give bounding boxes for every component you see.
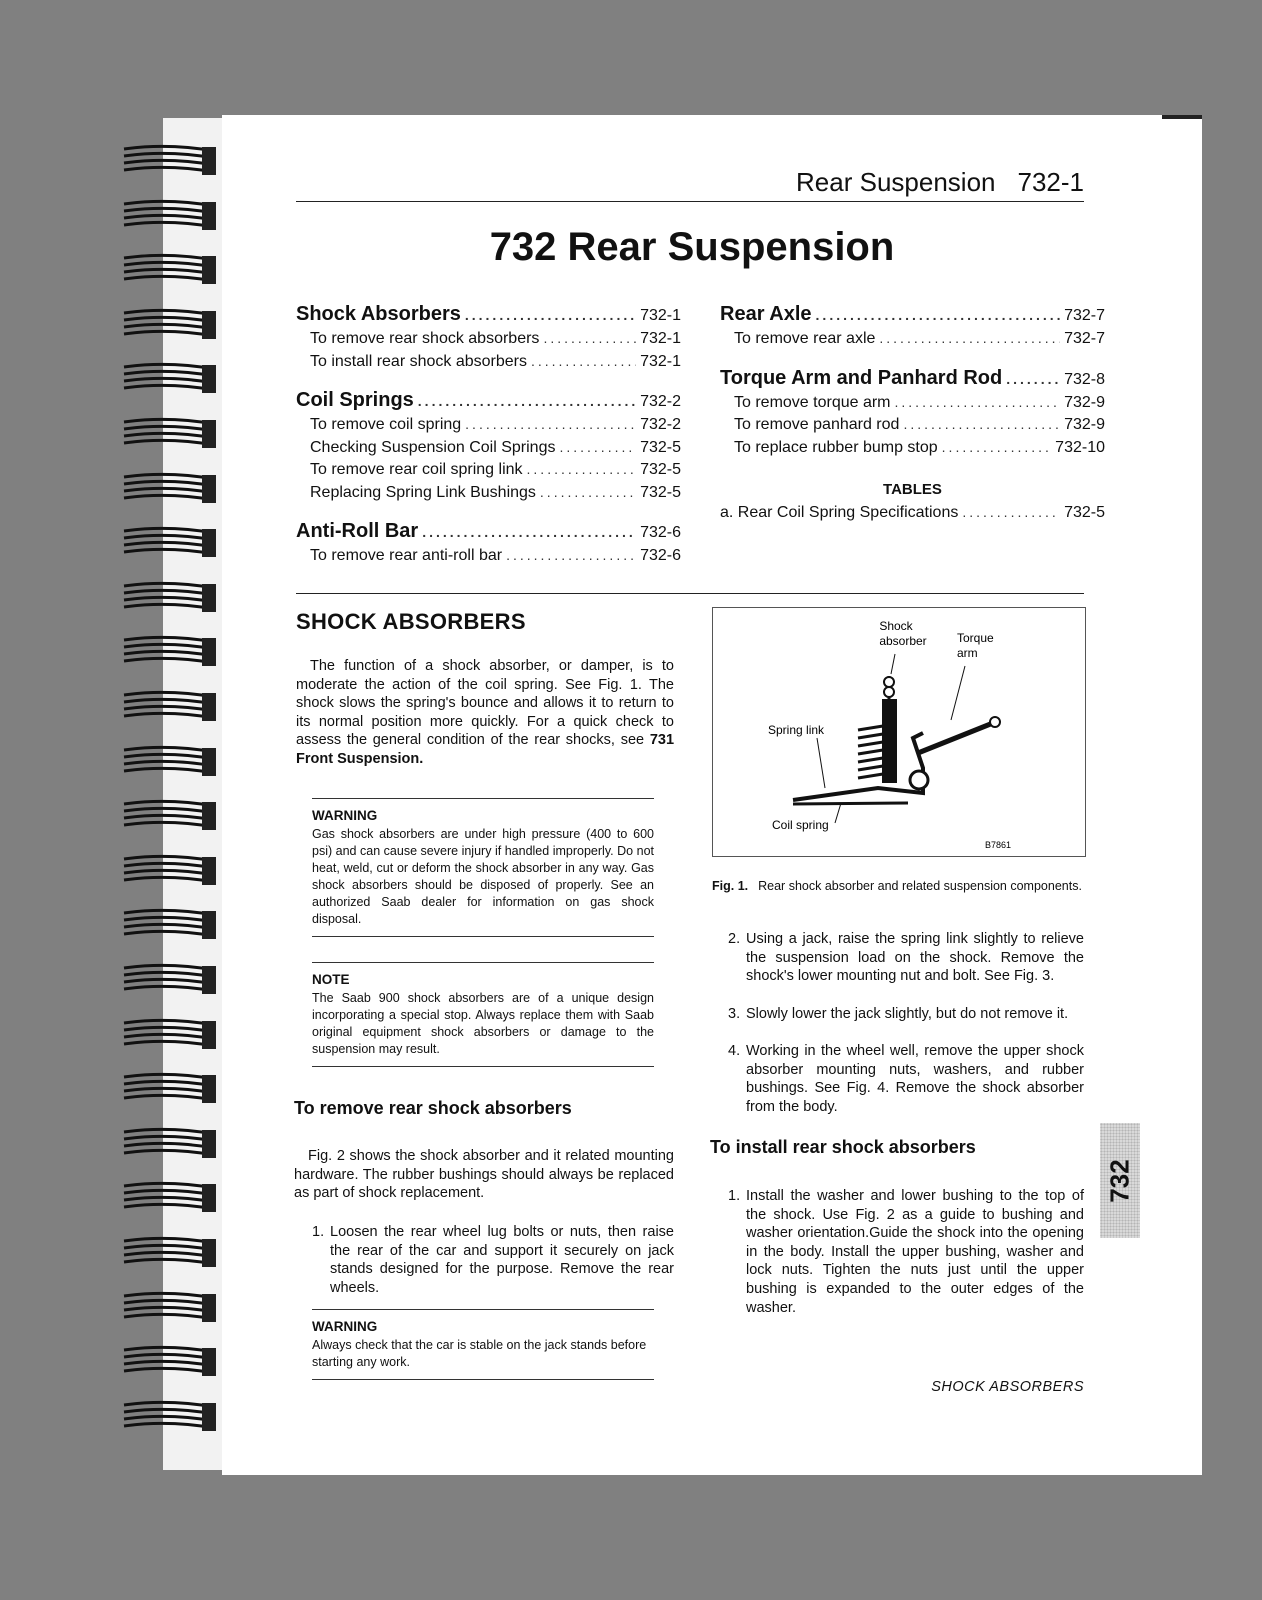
step-item: 2. Using a jack, raise the spring link slightly to relieve the suspension load on the shock. Remove the shock's lower mounting nut and bolt. See Fig. 3. (728, 931, 1084, 985)
binding-coil (118, 1399, 222, 1433)
toc-entry[interactable]: Anti-Roll Bar ..... 732-6 (296, 520, 681, 547)
toc-entry[interactable]: To remove rear anti-roll bar ..... 732-6 (296, 547, 681, 570)
section-title: SHOCK ABSORBERS (296, 609, 526, 634)
binding-coil (118, 634, 222, 668)
binding-coil (118, 1126, 222, 1160)
toc-entry[interactable]: Torque Arm and Panhard Rod ..... 732-8 (720, 367, 1105, 394)
torque-arm (918, 723, 993, 753)
toc-entry[interactable]: Coil Springs ..... 732-2 (296, 389, 681, 416)
chapter-thumb-tab[interactable]: 732 (1100, 1123, 1140, 1238)
step-item: 1. Install the washer and lower bushing to the top of the shock. Use Fig. 2 as a guide to bushing and washer orientation.Guide the shock into the opening in the body. Install the upper bushing, washer and lock nuts. Tighten the nuts just until the upper bushing is expanded to the outer edges of the washer. (728, 1188, 1084, 1316)
install-heading: To install rear shock absorbers (710, 1137, 976, 1157)
link-pivot (910, 771, 928, 789)
binding-coil (118, 798, 222, 832)
chapter-title: 732 Rear Suspension (489, 225, 895, 269)
step-item: 1. Loosen the rear wheel lug bolts or nuts, then raise the rear of the car and support it securely on jack stands designed for the purpose. Remove the rear wheels. (312, 1224, 674, 1296)
running-header (296, 167, 1084, 202)
binding-coil (118, 1344, 222, 1378)
label-shock: Shock absorber (879, 619, 927, 648)
toc-entry[interactable]: Checking Suspension Coil Springs ..... 732-5 (296, 439, 681, 462)
binding-coil (118, 471, 222, 505)
cross-reference-link[interactable]: 731 Front Suspension. (296, 732, 675, 767)
toc-right-column (720, 303, 1105, 527)
warning-box (312, 798, 654, 937)
binding-coil (118, 1071, 222, 1105)
intro-paragraph: The function of a shock absorber, or damper, is to moderate the action of the coil spring. See Fig. 1. The shock slows the spring's bounce and allows it to return to its normal position more quickly. For a quick check to assess the general condition of the rear shocks, see 731 Front Suspension. (296, 658, 675, 767)
torque-arm-bushing (990, 717, 1000, 727)
binding-coil (118, 1290, 222, 1324)
binding-coil (118, 1235, 222, 1269)
warning-title: WARNING (312, 1319, 378, 1334)
divider-rule (296, 593, 1084, 594)
binding-coil (118, 853, 222, 887)
label-torque: Torque arm (957, 631, 994, 660)
toc-entry[interactable]: To replace rubber bump stop ..... 732-10 (720, 439, 1105, 462)
binding-coil (118, 580, 222, 614)
note-title: NOTE (312, 972, 350, 987)
toc-entry[interactable]: Replacing Spring Link Bushings ..... 732-5 (296, 484, 681, 507)
footer-section-name: SHOCK ABSORBERS (931, 1379, 1084, 1395)
header-page-number: 732-1 (1017, 167, 1084, 197)
toc-entry[interactable]: To install rear shock absorbers ..... 732-1 (296, 353, 681, 376)
label-coil: Coil spring (772, 818, 829, 832)
coil-spring-shape (858, 726, 883, 778)
binding-coil (118, 962, 222, 996)
page-corner-mark (1162, 115, 1202, 119)
header-title: Rear Suspension (796, 167, 996, 197)
label-spring-link: Spring link (768, 723, 825, 737)
binding-coil (118, 907, 222, 941)
toc-entry[interactable]: To remove rear coil spring link ..... 732-5 (296, 461, 681, 484)
warning-text: Gas shock absorbers are under high pressure (400 to 600 psi) and can cause severe injury if handled improperly. Do not heat, weld, cut or deform the shock absorber in any way. Gas shock absorbers should be disposed of properly. See an authorized Saab dealer for information on gas shock disposal. (312, 827, 654, 926)
tables-heading: TABLES (883, 481, 942, 498)
remove-heading: To remove rear shock absorbers (294, 1098, 572, 1118)
binding-coil (118, 689, 222, 723)
step-item: 4. Working in the wheel well, remove the upper shock absorber mounting nuts, washers, and rubber bushings. See Fig. 4. Remove the shock absorber from the body. (728, 1043, 1084, 1115)
binding-coil (118, 361, 222, 395)
warning-text: Always check that the car is stable on the jack stands before starting any work. (312, 1338, 647, 1369)
remove-intro: Fig. 2 shows the shock absorber and it related mounting hardware. The rubber bushings should always be replaced as part of shock replacement. (294, 1148, 674, 1202)
toc-entry[interactable]: To remove coil spring ..... 732-2 (296, 416, 681, 439)
suspension-diagram (713, 608, 1085, 856)
toc-entry[interactable]: To remove panhard rod ..... 732-9 (720, 416, 1105, 439)
step-item: 3. Slowly lower the jack slightly, but do not remove it. (728, 1006, 1069, 1022)
label-code: B7861 (985, 840, 1012, 850)
binding-coil (118, 1017, 222, 1051)
toc-entry[interactable]: Shock Absorbers ..... 732-1 (296, 303, 681, 330)
binding-coil (118, 307, 222, 341)
warning-title: WARNING (312, 808, 378, 823)
toc-table-entry[interactable]: a. Rear Coil Spring Specifications ..... 732-5 (720, 504, 1105, 527)
shock-body (883, 700, 896, 782)
toc-entry[interactable]: Rear Axle ..... 732-7 (720, 303, 1105, 330)
warning-box (312, 1309, 654, 1380)
spring-link (793, 733, 923, 800)
binding-coil (118, 143, 222, 177)
binding-coil (118, 525, 222, 559)
binding-coil (118, 416, 222, 450)
toc-entry[interactable]: To remove torque arm ..... 732-9 (720, 394, 1105, 417)
toc-left-column (296, 303, 681, 570)
toc-entry[interactable]: To remove rear axle ..... 732-7 (720, 330, 1105, 353)
figure-1 (712, 607, 1086, 857)
manual-page (222, 115, 1202, 1475)
figure-caption: Fig. 1. Rear shock absorber and related suspension components. (712, 879, 1082, 893)
binding-coil (118, 744, 222, 778)
note-text: The Saab 900 shock absorbers are of a unique design incorporating a special stop. Always replace them with Saab original equipment shock absorbers or damage to the suspension may result. (312, 991, 654, 1056)
binding-coil (118, 1180, 222, 1214)
toc-entry[interactable]: To remove rear shock absorbers ..... 732-1 (296, 330, 681, 353)
note-box (312, 962, 654, 1067)
